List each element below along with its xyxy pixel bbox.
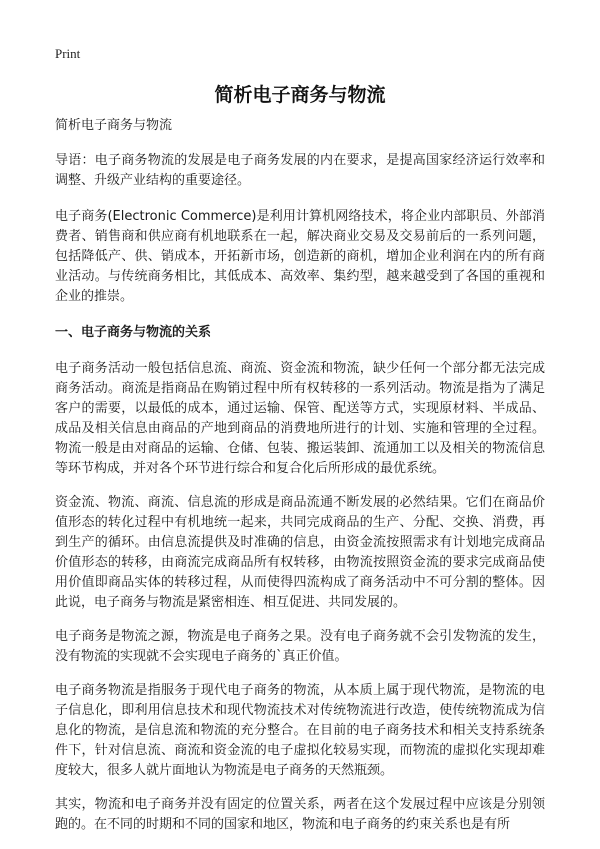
paragraph: 电子商务物流是指服务于现代电子商务的物流，从本质上属于现代物流，是物流的电子信息化，即利用信息技术和现代物流技术对传统物流进行改造，使传统物流成为信息化的物流，是信息流和物流的充分整合。在目前的电子商务技术和相关支持系统条件下，针对信息流、商流和资金流的电子虚拟化较易实现，而物流的虚拟化实现却难度较大，很多人就片面地认为物流是电子商务的天然瓶颈。 <box>55 683 545 778</box>
print-link[interactable]: Print <box>55 46 81 61</box>
article-subtitle: 简析电子商务与物流 <box>55 118 173 133</box>
article-body <box>55 116 545 849</box>
article-lead: 导语：电子商务物流的发展是电子商务发展的内在要求，是提高国家经济运行效率和调整、升级产业结构的重要途径。 <box>55 153 545 188</box>
paragraph: 其实，物流和电子商务并没有固定的位置关系，两者在这个发展过程中应该是分别领跑的。在不同的时期和不同的国家和地区，物流和电子商务的约束关系也是有所 <box>55 797 545 832</box>
paragraph: 电子商务是物流之源，物流是电子商务之果。没有电子商务就不会引发物流的发生，没有物流的实现就不会实现电子商务的`真正价值。 <box>55 629 545 664</box>
page-title: 简析电子商务与物流 <box>214 84 386 106</box>
article-intro: 电子商务(Electronic Commerce)是利用计算机网络技术，将企业内部职员、外部消费者、销售商和供应商有机地联系在一起，解决商业交易及交易前后的一系列问题，包括降低产、供、销成本，开拓新市场，创造新的商机，增加企业利润在内的所有商业活动。与传统商务相比，其低成本、高效率、集约型，越来越受到了各国的重视和企业的推崇。 <box>55 209 545 304</box>
paragraph: 资金流、物流、商流、信息流的形成是商品流通不断发展的必然结果。它们在商品价值形态的转化过程中有机地统一起来，共同完成商品的生产、分配、交换、消费，再到生产的循环。由信息流提供及时准确的信息，由资金流按照需求有计划地完成商品价值形态的转移，由商流完成商品所有权转移，由物流按照资金流的要求完成商品使用价值即商品实体的转移过程，从而使得四流构成了商务活动中不可分割的整体。因此说，电子商务与物流是紧密相连、相互促进、共同发展的。 <box>55 495 545 610</box>
section-heading: 一、电子商务与物流的关系 <box>55 325 212 340</box>
paragraph: 电子商务活动一般包括信息流、商流、资金流和物流，缺少任何一个部分都无法完成商务活动。商流是指商品在购销过程中所有权转移的一系列活动。物流是指为了满足客户的需要，以最低的成本，通过运输、保管、配送等方式，实现原材料、半成品、成品及相关信息由商品的产地到商品的消费地所进行的计划、实施和管理的全过程。物流一般是由对商品的运输、仓储、包装、搬运装卸、流通加工以及相关的物流信息等环节构成，并对各个环节进行综合和复合化后所形成的最优系统。 <box>55 361 545 476</box>
